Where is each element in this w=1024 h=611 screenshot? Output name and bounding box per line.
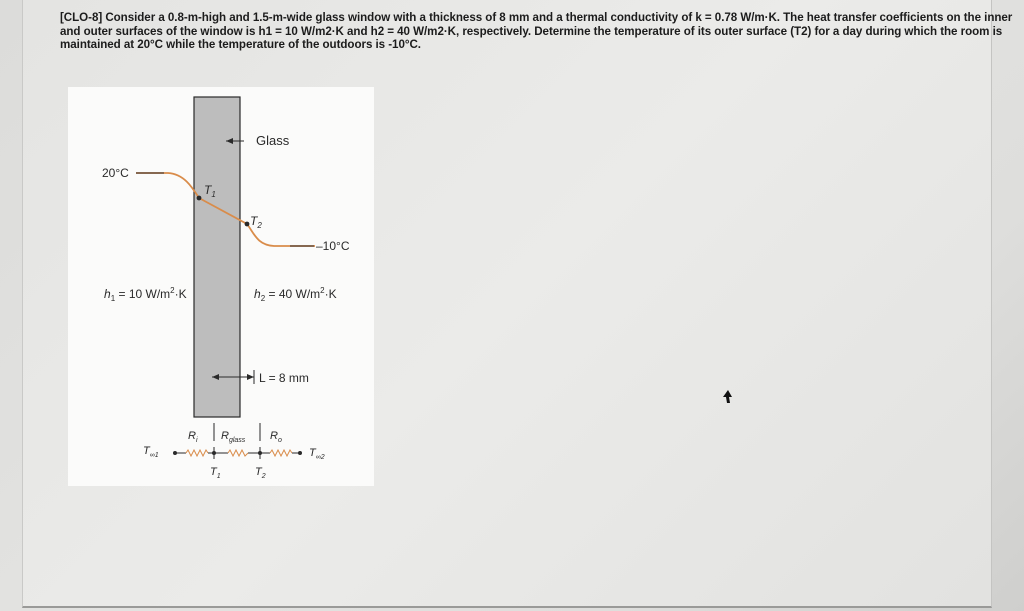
t1-point: [197, 196, 202, 201]
h2-label: $h_2 = 40$ $W/m^2\cdot K$: [254, 286, 337, 303]
rglass-label: $R_{glass}$: [221, 430, 246, 444]
t2-label: $T_2$: [250, 214, 262, 230]
glass-pane: [194, 97, 240, 417]
tinf2-label: $T_{\infty 2}$: [309, 447, 325, 461]
h1-label: $h_1 = 10$ $W/m^2\cdot K$: [104, 286, 187, 303]
ri-label: $R_i$: [188, 430, 198, 444]
glass-label: Glass: [256, 133, 290, 148]
thickness-label: L = 8 mm: [259, 371, 309, 385]
network-t2-label: $T_2$: [255, 466, 266, 480]
network-t1-label: $T_1$: [210, 466, 221, 480]
outside-temp-label: –10°C: [316, 239, 350, 253]
t1-label: $T_1$: [204, 183, 216, 199]
inside-temp-label: 20°C: [102, 166, 129, 180]
question-line: and outer surfaces of the window is h1 = 10 W/m2·K and h2 = 40 W/m2·K, respectively. Determine the temperature of its outer surface (T2) for a day during which the room is: [60, 24, 1003, 38]
t2-point: [245, 222, 250, 227]
question-text: [60, 11, 1020, 52]
ro-label: $R_o$: [270, 430, 282, 444]
window-diagram: [68, 87, 374, 486]
question-line: maintained at 20°C while the temperature of the outdoors is -10°C.: [60, 38, 421, 51]
mouse-cursor-icon: [722, 389, 734, 405]
question-line: [CLO-8] Consider a 0.8-m-high and 1.5-m-wide glass window with a thickness of 8 mm and a thermal conductivity of k = 0.78 W/m·K. The heat transfer coefficients on the inner: [60, 11, 1013, 24]
tinf1-label: $T_{\infty 1}$: [143, 445, 159, 459]
